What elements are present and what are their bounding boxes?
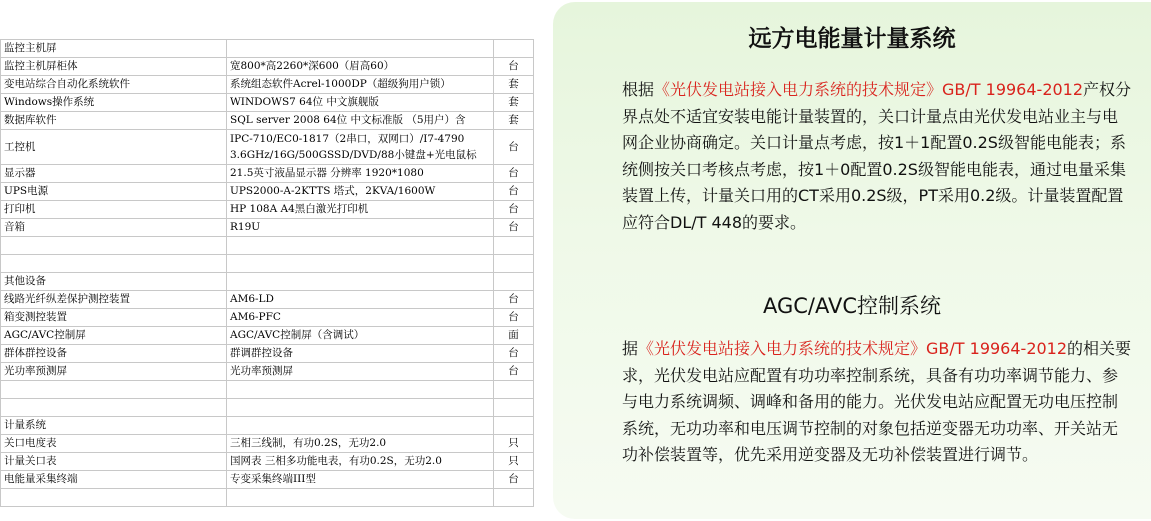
table-row bbox=[1, 255, 534, 273]
item-unit-cell bbox=[494, 489, 534, 507]
item-unit-cell: 套 bbox=[494, 112, 534, 130]
item-spec-cell: AGC/AVC控制屏（含调试） bbox=[227, 327, 494, 345]
item-spec-cell bbox=[227, 381, 494, 399]
item-unit-cell: 台 bbox=[494, 130, 534, 165]
item-unit-cell: 台 bbox=[494, 291, 534, 309]
item-name-cell: 计量系统 bbox=[1, 417, 227, 435]
equipment-table bbox=[0, 39, 534, 507]
agc-avc-system-title: AGC/AVC控制系统 bbox=[762, 294, 942, 318]
item-name-cell bbox=[1, 489, 227, 507]
item-spec-cell: 专变采集终端III型 bbox=[227, 471, 494, 489]
agc-avc-paragraph bbox=[622, 336, 1132, 469]
agc-lead-text: 据 bbox=[622, 339, 639, 358]
item-spec-cell: WINDOWS7 64位 中文旗舰版 bbox=[227, 94, 494, 112]
metering-system-title: 远方电能量计量系统 bbox=[748, 26, 956, 52]
item-unit-cell: 台 bbox=[494, 58, 534, 76]
item-unit-cell bbox=[494, 381, 534, 399]
item-name-cell bbox=[1, 255, 227, 273]
item-name-cell: 箱变测控装置 bbox=[1, 309, 227, 327]
table-row bbox=[1, 219, 534, 237]
table-row bbox=[1, 165, 534, 183]
table-row bbox=[1, 40, 534, 58]
item-spec-cell: AM6-PFC bbox=[227, 309, 494, 327]
item-spec-cell: HP 108A A4黑白激光打印机 bbox=[227, 201, 494, 219]
item-name-cell: 数据库软件 bbox=[1, 112, 227, 130]
item-spec-cell: R19U bbox=[227, 219, 494, 237]
equipment-table-body bbox=[1, 40, 534, 507]
item-spec-cell: 光功率预测屏 bbox=[227, 363, 494, 381]
item-name-cell: 电能量采集终端 bbox=[1, 471, 227, 489]
item-unit-cell: 只 bbox=[494, 453, 534, 471]
item-unit-cell: 套 bbox=[494, 76, 534, 94]
item-unit-cell: 台 bbox=[494, 219, 534, 237]
item-spec-cell: 系统组态软件Acrel-1000DP（超级狗用户锁） bbox=[227, 76, 494, 94]
table-row bbox=[1, 130, 534, 165]
item-spec-cell: 三相三线制，有功0.2S，无功2.0 bbox=[227, 435, 494, 453]
item-name-cell bbox=[1, 237, 227, 255]
item-unit-cell bbox=[494, 255, 534, 273]
item-unit-cell bbox=[494, 417, 534, 435]
item-unit-cell bbox=[494, 399, 534, 417]
table-row bbox=[1, 453, 534, 471]
item-name-cell: 监控主机屏 bbox=[1, 40, 227, 58]
item-spec-cell: 宽800*高2260*深600（眉高60） bbox=[227, 58, 494, 76]
table-row bbox=[1, 435, 534, 453]
item-spec-cell bbox=[227, 399, 494, 417]
item-spec-cell: 群调群控设备 bbox=[227, 345, 494, 363]
item-name-cell: 线路光纤纵差保护测控装置 bbox=[1, 291, 227, 309]
item-unit-cell bbox=[494, 40, 534, 58]
agc-body-text: 的相关要求，光伏发电站应配置有功功率控制系统，具备有功功率调节能力、参与电力系统调频、调峰和备用的能力。光伏发电站应配置无功电压控制系统，无功功率和电压调节控制的对象包括逆变器无功功率、开关站无功补偿装置等，优先采用逆变器及无功补偿装置进行调节。 bbox=[622, 339, 1132, 464]
item-name-cell: 监控主机屏柜体 bbox=[1, 58, 227, 76]
table-row bbox=[1, 237, 534, 255]
item-spec-cell: SQL server 2008 64位 中文标准版 （5用户）含 bbox=[227, 112, 494, 130]
item-spec-cell bbox=[227, 255, 494, 273]
item-name-cell: 计量关口表 bbox=[1, 453, 227, 471]
table-row bbox=[1, 345, 534, 363]
table-row bbox=[1, 309, 534, 327]
metering-body-text: 产权分界点处不适宜安装电能计量装置的，关口计量点由光伏发电站业主与电网企业协商确定。关口计量点考虑，按1＋1配置0.2S级智能电能表；系统侧按关口考核点考虑，按1＋0配置0.2S级智能电能表，通过电量采集装置上传，计量关口用的CT采用0.2S级，PT采用0.2级。计量装置配置应符合DL/T 448的要求。 bbox=[622, 80, 1132, 232]
item-spec-cell bbox=[227, 40, 494, 58]
item-name-cell: 变电站综合自动化系统软件 bbox=[1, 76, 227, 94]
item-spec-cell: UPS2000-A-2KTTS 塔式，2KVA/1600W bbox=[227, 183, 494, 201]
item-unit-cell: 台 bbox=[494, 309, 534, 327]
description-panel bbox=[553, 2, 1151, 519]
item-name-cell: 光功率预测屏 bbox=[1, 363, 227, 381]
table-row bbox=[1, 363, 534, 381]
table-row bbox=[1, 58, 534, 76]
item-spec-cell: IPC-710/EC0-1817（2串口，双网口）/I7-4790 3.6GHz/16G/500GSSD/DVD/88小键盘+光电鼠标 bbox=[227, 130, 494, 165]
table-row bbox=[1, 489, 534, 507]
item-spec-cell: 国网表 三相多功能电表，有功0.2S，无功2.0 bbox=[227, 453, 494, 471]
item-unit-cell bbox=[494, 273, 534, 291]
table-row bbox=[1, 291, 534, 309]
item-unit-cell: 台 bbox=[494, 165, 534, 183]
item-name-cell: 其他设备 bbox=[1, 273, 227, 291]
table-row bbox=[1, 112, 534, 130]
item-spec-cell: AM6-LD bbox=[227, 291, 494, 309]
item-unit-cell: 台 bbox=[494, 345, 534, 363]
item-name-cell: 音箱 bbox=[1, 219, 227, 237]
equipment-table-container bbox=[0, 39, 533, 496]
item-unit-cell: 台 bbox=[494, 471, 534, 489]
table-row bbox=[1, 399, 534, 417]
item-unit-cell: 台 bbox=[494, 201, 534, 219]
table-row bbox=[1, 183, 534, 201]
metering-standard-reference: 《光伏发电站接入电力系统的技术规定》GB/T 19964-2012 bbox=[654, 80, 1084, 99]
item-spec-cell bbox=[227, 273, 494, 291]
item-unit-cell: 面 bbox=[494, 327, 534, 345]
item-name-cell: 打印机 bbox=[1, 201, 227, 219]
item-unit-cell: 台 bbox=[494, 363, 534, 381]
item-unit-cell: 台 bbox=[494, 183, 534, 201]
table-row bbox=[1, 76, 534, 94]
agc-standard-reference: 《光伏发电站接入电力系统的技术规定》GB/T 19964-2012 bbox=[638, 339, 1068, 358]
table-row bbox=[1, 471, 534, 489]
item-spec-cell bbox=[227, 417, 494, 435]
item-name-cell: 工控机 bbox=[1, 130, 227, 165]
table-row bbox=[1, 381, 534, 399]
table-row bbox=[1, 201, 534, 219]
item-name-cell: Windows操作系统 bbox=[1, 94, 227, 112]
item-name-cell bbox=[1, 381, 227, 399]
item-name-cell: UPS电源 bbox=[1, 183, 227, 201]
table-row bbox=[1, 327, 534, 345]
item-spec-cell: 21.5英寸液晶显示器 分辨率 1920*1080 bbox=[227, 165, 494, 183]
metering-system-paragraph bbox=[622, 77, 1132, 236]
item-name-cell: 群体群控设备 bbox=[1, 345, 227, 363]
item-unit-cell: 只 bbox=[494, 435, 534, 453]
item-spec-cell bbox=[227, 489, 494, 507]
metering-lead-text: 根据 bbox=[622, 80, 655, 99]
table-row bbox=[1, 417, 534, 435]
item-name-cell: AGC/AVC控制屏 bbox=[1, 327, 227, 345]
item-unit-cell: 套 bbox=[494, 94, 534, 112]
table-row bbox=[1, 273, 534, 291]
item-unit-cell bbox=[494, 237, 534, 255]
item-name-cell: 关口电度表 bbox=[1, 435, 227, 453]
item-name-cell bbox=[1, 399, 227, 417]
item-spec-cell bbox=[227, 237, 494, 255]
table-row bbox=[1, 94, 534, 112]
item-name-cell: 显示器 bbox=[1, 165, 227, 183]
